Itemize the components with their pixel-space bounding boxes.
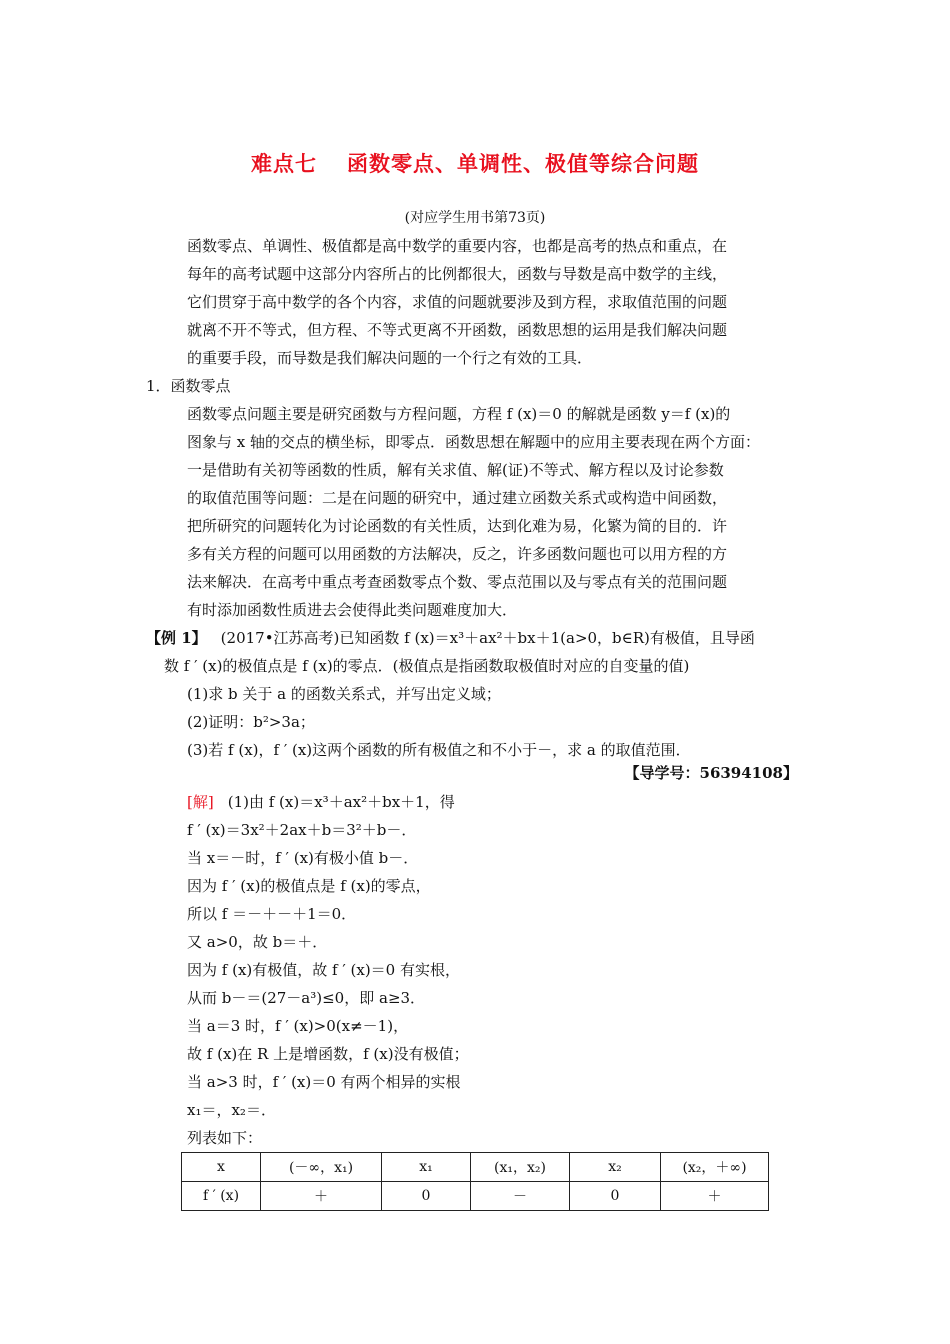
title-part2: 函数零点、单调性、极值等综合问题 (347, 151, 699, 176)
solution-line: 又 a>0，故 b＝＋． (187, 933, 328, 951)
section-line: 函数零点问题主要是研究函数与方程问题，方程 f (x)＝0 的解就是函数 y＝f (x)的 (187, 405, 731, 423)
solution-line: 当 a>3 时，f ′ (x)＝0 有两个相异的实根 (187, 1073, 461, 1091)
example-statement: (2017•江苏高考)已知函数 f (x)＝x³＋ax²＋bx＋1(a>0，b∈R)有极值，且导函 (220, 629, 755, 647)
guide-number: 【导学号：56394108】 (624, 764, 798, 782)
solution-line: 列表如下： (187, 1129, 263, 1147)
intro-line: 就离不开不等式，但方程、不等式更离不开函数，函数思想的运用是我们解决问题 (187, 321, 728, 339)
example-question-2: (2)证明：b²>3a； (187, 713, 315, 731)
solution-line: x₁＝，x₂＝． (187, 1101, 276, 1119)
solution-line: f ′ (x)＝3x²＋2ax＋b＝3²＋b－． (187, 821, 417, 839)
table-cell: (－∞，x₁) (261, 1153, 382, 1182)
table-cell: ＋ (261, 1182, 382, 1211)
section-line: 一是借助有关初等函数的性质，解有关求值、解(证)不等式、解方程以及讨论参数 (187, 461, 724, 479)
solution-line: 从而 b－＝(27－a³)≤0，即 a≥3． (187, 989, 426, 1007)
section-line: 把所研究的问题转化为讨论函数的有关性质，达到化难为易，化繁为简的目的．许 (187, 517, 728, 535)
solution-line: 故 f (x)在 R 上是增函数，f (x)没有极值； (187, 1045, 469, 1063)
section-line: 有时添加函数性质进去会使得此类问题难度加大． (187, 601, 518, 619)
section-line: 法来解决．在高考中重点考查函数零点个数、零点范围以及与零点有关的范围问题 (187, 573, 728, 591)
intro-line: 的重要手段，而导数是我们解决问题的一个行之有效的工具． (187, 349, 593, 367)
table-cell: f ′ (x) (182, 1182, 261, 1211)
solution-line: 因为 f (x)有极值，故 f ′ (x)＝0 有实根， (187, 961, 460, 979)
table-cell: (x₁，x₂) (471, 1153, 570, 1182)
example-statement-cont: 数 f ′ (x)的极值点是 f (x)的零点．(极值点是指函数取极值时对应的自变量的值) (164, 657, 690, 675)
table-cell: 0 (382, 1182, 471, 1211)
table-header-row (182, 1153, 769, 1182)
table-cell: (x₂，＋∞) (661, 1153, 769, 1182)
example-label: 【例 1】 (146, 629, 207, 647)
section-line: 的取值范围等问题：二是在问题的研究中，通过建立函数关系式或构造中间函数， (187, 489, 728, 507)
table-row (182, 1182, 769, 1211)
section-line: 多有关方程的问题可以用函数的方法解决，反之，许多函数问题也可以用方程的方 (187, 545, 728, 563)
solution-line: 当 x＝－时，f ′ (x)有极小值 b－． (187, 849, 419, 867)
solution-line: 因为 f ′ (x)的极值点是 f (x)的零点， (187, 877, 431, 895)
intro-line: 函数零点、单调性、极值都是高中数学的重要内容，也都是高考的热点和重点，在 (187, 237, 728, 255)
variation-table (181, 1152, 769, 1211)
solution-label: [解] (187, 793, 214, 811)
reference-note: (对应学生用书第73页) (404, 210, 546, 226)
table-cell: 0 (570, 1182, 661, 1211)
table-cell: － (471, 1182, 570, 1211)
title-part1: 难点七 (251, 151, 317, 176)
table-cell: x₂ (570, 1153, 661, 1182)
example-first-line (146, 628, 755, 648)
solution-step: (1)由 f (x)＝x³＋ax²＋bx＋1，得 (227, 793, 455, 811)
example-question-3: (3)若 f (x)，f ′ (x)这两个函数的所有极值之和不小于－，求 a 的取值范围． (187, 741, 691, 759)
section-line: 图象与 x 轴的交点的横坐标，即零点．函数思想在解题中的应用主要表现在两个方面： (187, 433, 760, 451)
intro-line: 它们贯穿于高中数学的各个内容，求值的问题就要涉及到方程，求取值范围的问题 (187, 293, 728, 311)
table-cell: x (182, 1153, 261, 1182)
intro-line: 每年的高考试题中这部分内容所占的比例都很大，函数与导数是高中数学的主线， (187, 265, 728, 283)
table-cell: x₁ (382, 1153, 471, 1182)
solution-line: 所以 f ＝－＋－＋1＝0． (187, 905, 357, 923)
solution-first-line (187, 792, 455, 812)
example-question-1: (1)求 b 关于 a 的函数关系式，并写出定义域； (187, 685, 501, 703)
section-heading: 1．函数零点 (146, 377, 231, 395)
table-cell: ＋ (661, 1182, 769, 1211)
solution-line: 当 a＝3 时，f ′ (x)>0(x≠－1)， (187, 1017, 409, 1035)
page-title (0, 148, 950, 178)
